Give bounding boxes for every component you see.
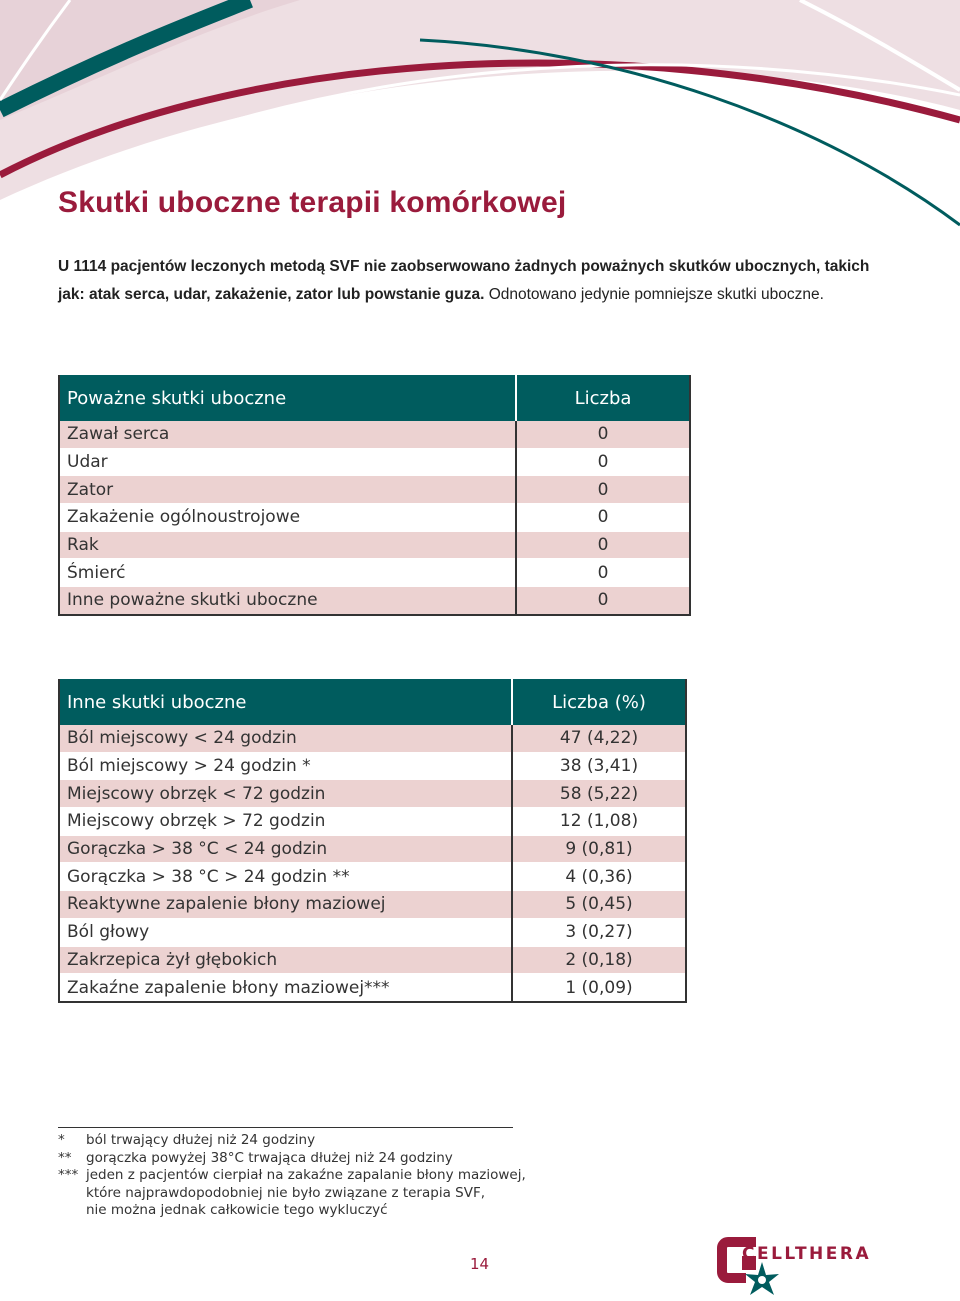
table-row (59, 559, 690, 587)
side-effect-count: 0 (516, 587, 690, 615)
side-effect-name: Ból głowy (59, 918, 512, 946)
table-row (59, 725, 686, 752)
table-row (59, 808, 686, 836)
intro-paragraph (58, 253, 898, 309)
side-effect-name: Ból miejscowy < 24 godzin (59, 725, 512, 752)
side-effect-count: 5 (0,45) (512, 891, 686, 919)
table-row (59, 504, 690, 532)
table-row (59, 946, 686, 974)
side-effect-count: 58 (5,22) (512, 780, 686, 808)
side-effect-count: 0 (516, 476, 690, 504)
side-effect-count: 9 (0,81) (512, 835, 686, 863)
side-effect-count: 12 (1,08) (512, 808, 686, 836)
side-effect-name: Śmierć (59, 559, 516, 587)
footnote-divider (58, 1127, 513, 1128)
footnote-text: jeden z pacjentów cierpiał na zakaźne zapalanie błony maziowej, które najprawdopodobniej nie było związane z terapia SVF, nie można jednak całkowicie tego wykluczyć (86, 1167, 526, 1218)
table-row (59, 752, 686, 780)
footnote-item (58, 1150, 526, 1168)
footnote-mark: ** (58, 1149, 72, 1166)
side-effect-count: 1 (0,09) (512, 974, 686, 1002)
side-effect-name: Gorączka > 38 °C < 24 godzin (59, 835, 512, 863)
table-row (59, 780, 686, 808)
column-header-name: Poważne skutki uboczne (59, 375, 516, 421)
side-effect-count: 38 (3,41) (512, 752, 686, 780)
side-effect-name: Zakaźne zapalenie błony maziowej*** (59, 974, 512, 1002)
side-effect-count: 4 (0,36) (512, 863, 686, 891)
side-effect-count: 0 (516, 504, 690, 532)
footnote-text: gorączka powyżej 38°C trwająca dłużej niż 24 godziny (86, 1149, 453, 1166)
side-effect-name: Inne poważne skutki uboczne (59, 587, 516, 615)
footnote-item (58, 1167, 526, 1220)
table-row (59, 448, 690, 476)
side-effect-name: Miejscowy obrzęk < 72 godzin (59, 780, 512, 808)
page-number: 14 (470, 1255, 490, 1273)
intro-bold: U 1114 pacjentów leczonych metodą SVF nie zaobserwowano żadnych poważnych skutków ubocznych, takich jak: atak serca, udar, zakażenie, zator lub powstanie guza. (58, 258, 870, 303)
side-effect-count: 0 (516, 448, 690, 476)
side-effect-name: Zator (59, 476, 516, 504)
table-header-row (59, 679, 686, 725)
side-effect-name: Zakażenie ogólnoustrojowe (59, 504, 516, 532)
table-row (59, 863, 686, 891)
side-effect-count: 47 (4,22) (512, 725, 686, 752)
side-effect-count: 0 (516, 531, 690, 559)
intro-normal: Odnotowano jedynie pomniejsze skutki uboczne. (484, 286, 824, 303)
side-effect-name: Zakrzepica żył głębokich (59, 946, 512, 974)
table-row (59, 587, 690, 615)
column-header-count-percent: Liczba (%) (512, 679, 686, 725)
page-title: Skutki uboczne terapii komórkowej (58, 186, 567, 219)
table-row (59, 421, 690, 448)
side-effect-name: Zawał serca (59, 421, 516, 448)
side-effect-count: 2 (0,18) (512, 946, 686, 974)
side-effect-name: Gorączka > 38 °C > 24 godzin ** (59, 863, 512, 891)
footnotes (58, 1132, 526, 1220)
table-row (59, 531, 690, 559)
side-effect-count: 0 (516, 421, 690, 448)
footnote-text: ból trwający dłużej niż 24 godziny (86, 1132, 316, 1148)
side-effect-name: Ból miejscowy > 24 godzin * (59, 752, 512, 780)
side-effect-name: Rak (59, 531, 516, 559)
column-header-name: Inne skutki uboczne (59, 679, 512, 725)
table-header-row (59, 375, 690, 421)
column-header-count: Liczba (516, 375, 690, 421)
table-row (59, 476, 690, 504)
table-row (59, 974, 686, 1002)
side-effect-count: 3 (0,27) (512, 918, 686, 946)
side-effect-count: 0 (516, 559, 690, 587)
serious-side-effects-table (58, 375, 691, 616)
other-side-effects-table (58, 679, 687, 1003)
table-row (59, 835, 686, 863)
side-effect-name: Udar (59, 448, 516, 476)
footnote-item (58, 1132, 526, 1150)
side-effect-name: Miejscowy obrzęk > 72 godzin (59, 808, 512, 836)
footnote-mark: *** (58, 1167, 79, 1183)
footnote-mark: * (58, 1132, 65, 1148)
table-row (59, 891, 686, 919)
side-effect-name: Reaktywne zapalenie błony maziowej (59, 891, 512, 919)
table-row (59, 918, 686, 946)
logo-text: CELLTHERA (742, 1244, 872, 1264)
